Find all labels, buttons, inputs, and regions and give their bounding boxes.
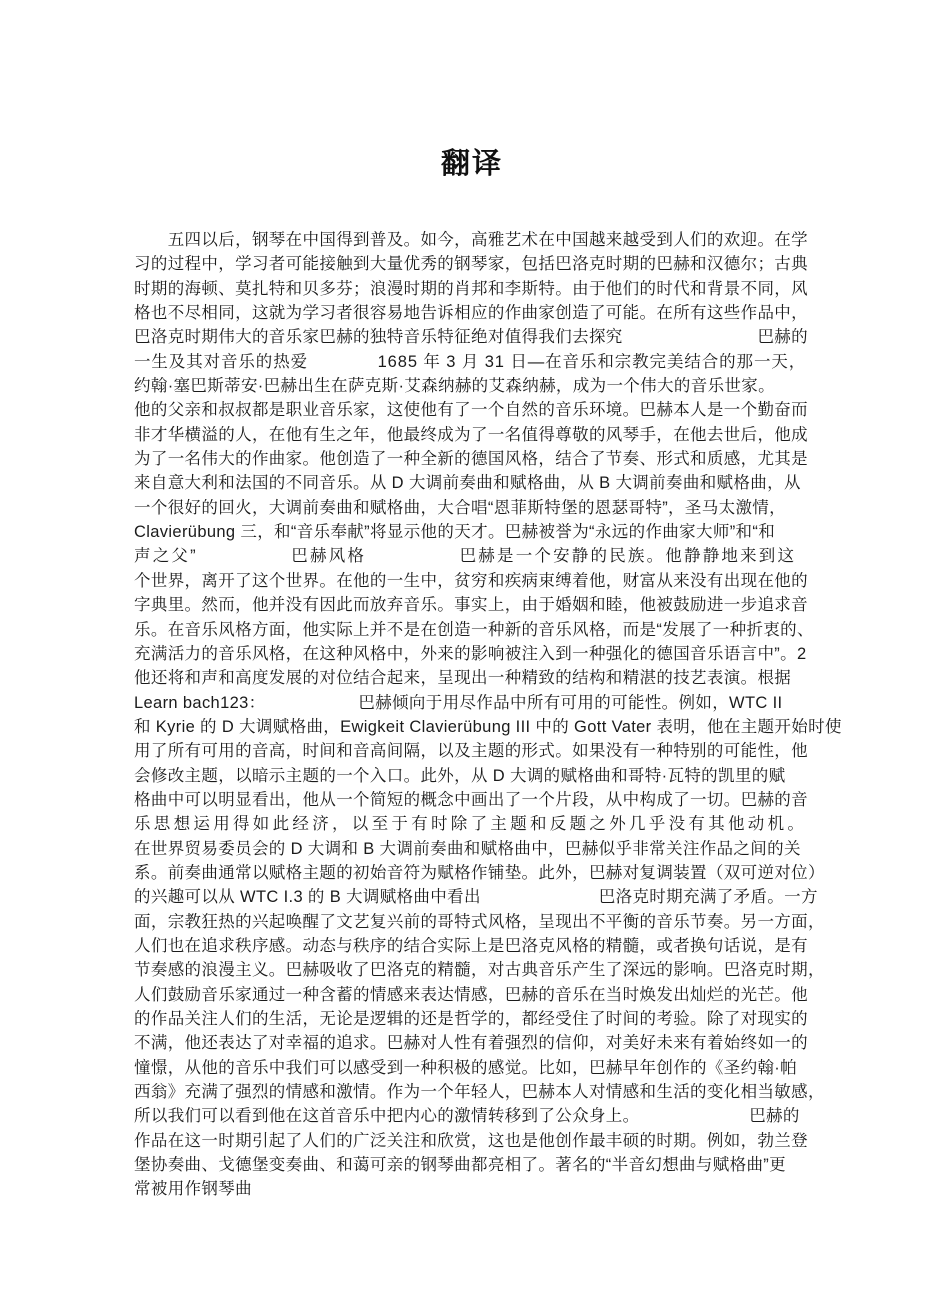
text-line: 的兴趣可以从 WTC I.3 的 B 大调赋格曲中看出 巴洛克时期充满了矛盾。一方 [134,888,818,907]
text-line: 堡协奏曲、戈德堡变奏曲、和蔼可亲的钢琴曲都亮相了。著名的“半音幻想曲与赋格曲”更 [134,1156,786,1175]
text-line: 用了所有可用的音高，时间和音高间隔，以及主题的形式。如果没有一种特别的可能性，他 [134,742,808,761]
text-line: 五四以后，钢琴在中国得到普及。如今，高雅艺术在中国越来越受到人们的欢迎。在学 [134,231,808,249]
text-line: Learn bach123： 巴赫倾向于用尽作品中所有可用的可能性。例如，WTC II [134,693,783,712]
document-body [134,228,842,1202]
text-line: 常被用作钢琴曲 [134,1180,252,1199]
text-line: 习的过程中，学习者可能接触到大量优秀的钢琴家，包括巴洛克时期的巴赫和汉德尔；古典 [134,255,808,274]
text-line: 所以我们可以看到他在这首音乐中把内心的激情转移到了公众身上。 巴赫的 [134,1107,800,1126]
text-line: 字典里。然而，他并没有因此而放弃音乐。事实上，由于婚姻和睦，他被鼓励进一步追求音 [134,596,808,615]
text-line: 充满活力的音乐风格，在这种风格中，外来的影响被注入到一种强化的德国音乐语言中”。2 [134,644,807,663]
page-title: 翻译 [440,148,503,180]
text-line: 来自意大利和法国的不同音乐。从 D 大调前奏曲和赋格曲，从 B 大调前奏曲和赋格曲，从 [134,474,801,493]
text-line: 系。前奏曲通常以赋格主题的初始音符为赋格作铺垫。此外，巴赫对复调装置（双可逆对位） [134,863,825,882]
text-line: 个世界，离开了这个世界。在他的一生中，贫穷和疾病束缚着他，财富从来没有出现在他的 [134,571,808,590]
text-line: 乐。在音乐风格方面，他实际上并不是在创造一种新的音乐风格，而是“发展了一种折衷的、 [134,620,814,639]
text-line: 约翰·塞巴斯蒂安·巴赫出生在萨克斯·艾森纳赫的艾森纳赫，成为一个伟大的音乐世家。 [134,377,775,396]
text-line: 作品在这一时期引起了人们的广泛关注和欣赏，这也是他创作最丰硕的时期。例如，勃兰登 [134,1131,808,1150]
text-line: 格曲中可以明显看出，他从一个简短的概念中画出了一个片段，从中构成了一切。巴赫的音 [134,790,808,809]
text-line: 人们鼓励音乐家通过一种含蓄的情感来表达情感，巴赫的音乐在当时焕发出灿烂的光芒。他 [134,985,808,1004]
text-line: 节奏感的浪漫主义。巴赫吸收了巴洛克的精髓，对古典音乐产生了深远的影响。巴洛克时期， [134,961,825,980]
text-line: 的作品关注人们的生活，无论是逻辑的还是哲学的，都经受住了时间的考验。除了对现实的 [134,1010,808,1028]
text-line: 为了一名伟大的作曲家。他创造了一种全新的德国风格，结合了节奏、形式和质感，尤其是 [134,450,808,469]
text-line: 巴洛克时期伟大的音乐家巴赫的独特音乐特征绝对值得我们去探究 巴赫的 [134,328,808,347]
text-line: 憧憬，从他的音乐中我们可以感受到一种积极的感觉。比如，巴赫早年创作的《圣约翰·帕 [134,1058,797,1077]
text-line: 和 Kyrie 的 D 大调赋格曲，Ewigkeit Clavierübung III 中的 Gott Vater 表明，他在主题开始时使 [134,717,842,736]
text-line: Clavierübung 三，和“音乐奉献”将显示他的天才。巴赫被誉为“永远的作曲家大师”和“和 [134,523,776,542]
text-line: 会修改主题，以暗示主题的一个入口。此外，从 D 大调的赋格曲和哥特·瓦特的凯里的赋 [134,766,786,785]
text-line: 乐思想运用得如此经济，以至于有时除了主题和反题之外几乎没有其他动机。 [134,815,808,834]
text-line: 一个很好的回火，大调前奏曲和赋格曲，大合唱“恩菲斯特堡的恩瑟哥特”，圣马太激情， [134,498,786,517]
text-line: 在世界贸易委员会的 D 大调和 B 大调前奏曲和赋格曲中，巴赫似乎非常关注作品之间的关 [134,839,801,858]
text-line: 他还将和声和高度发展的对位结合起来，呈现出一种精致的结构和精湛的技艺表演。根据 [134,669,792,688]
text-line: 面，宗教狂热的兴起唤醒了文艺复兴前的哥特式风格，呈现出不平衡的音乐节奏。另一方面， [134,912,825,931]
text-line: 声之父” 巴赫风格 巴赫是一个安静的民族。他静静地来到这 [134,547,797,566]
text-line: 不满，他还表达了对幸福的追求。巴赫对人性有着强烈的信仰，对美好未来有着始终如一的 [134,1034,808,1053]
text-line: 西翁》充满了强烈的情感和激情。作为一个年轻人，巴赫本人对情感和生活的变化相当敏感， [134,1083,825,1102]
text-line: 非才华横溢的人，在他有生之年，他最终成为了一名值得尊敬的风琴手，在他去世后，他成 [134,425,808,444]
text-line: 时期的海顿、莫扎特和贝多芬；浪漫时期的肖邦和李斯特。由于他们的时代和背景不同，风 [134,279,808,298]
text-line: 一生及其对音乐的热爱 1685 年 3 月 31 日—在音乐和宗教完美结合的那一天， [134,352,807,371]
text-line: 人们也在追求秩序感。动态与秩序的结合实际上是巴洛克风格的精髓，或者换句话说，是有 [134,936,808,955]
text-line: 他的父亲和叔叔都是职业音乐家，这使他有了一个自然的音乐环境。巴赫本人是一个勤奋而 [134,401,808,420]
text-line: 格也不尽相同，这就为学习者很容易地告诉相应的作曲家创造了可能。在所有这些作品中， [134,304,808,323]
